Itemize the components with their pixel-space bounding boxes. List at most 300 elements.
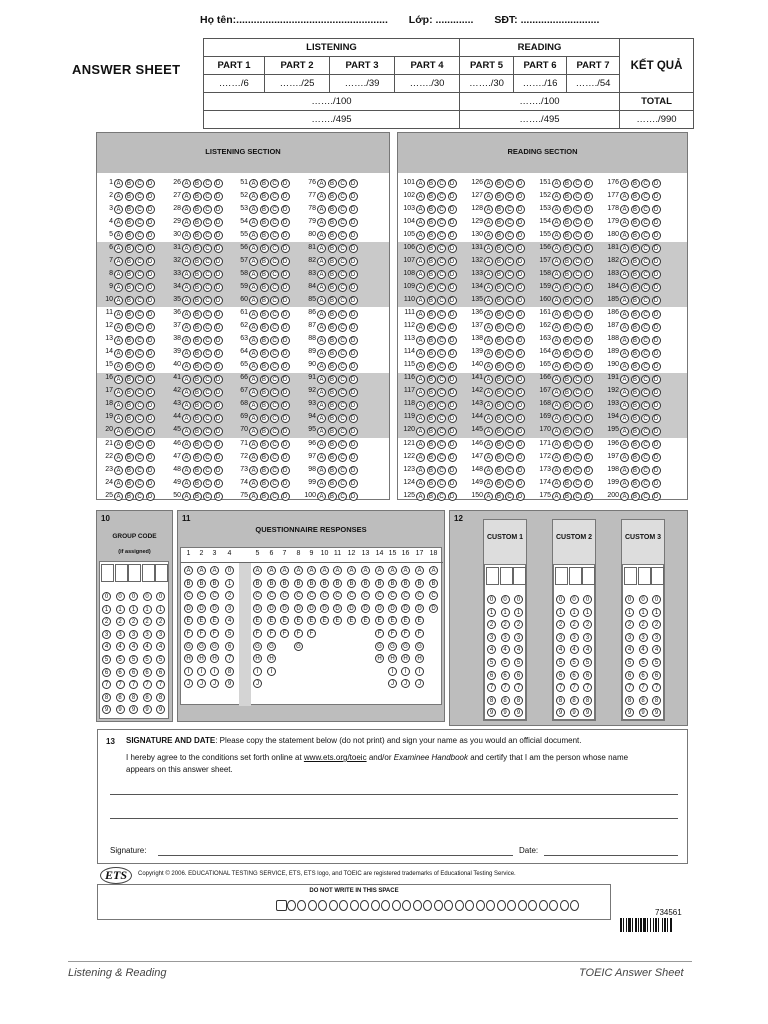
custom-bubble[interactable]: 3	[514, 633, 523, 642]
questionnaire-bubble-6[interactable]: E	[267, 616, 276, 625]
group-code-bubble[interactable]: 1	[102, 605, 111, 614]
answer-bubble-151-c[interactable]: C	[573, 179, 582, 188]
answer-bubble-35-d[interactable]: D	[214, 296, 223, 305]
answer-bubble-98-b[interactable]: B	[328, 466, 337, 475]
answer-bubble-136-d[interactable]: D	[516, 310, 525, 319]
answer-bubble-127-c[interactable]: C	[505, 192, 514, 201]
answer-bubble-117-b[interactable]: B	[427, 388, 436, 397]
group-code-bubble[interactable]: 7	[129, 680, 138, 689]
answer-bubble-133-c[interactable]: C	[505, 270, 514, 279]
answer-bubble-55-b[interactable]: B	[260, 231, 269, 240]
answer-bubble-34-d[interactable]: D	[214, 283, 223, 292]
answer-bubble-186-d[interactable]: D	[652, 310, 661, 319]
answer-bubble-48-d[interactable]: D	[214, 466, 223, 475]
answer-bubble-84-a[interactable]: A	[317, 283, 326, 292]
group-code-bubble[interactable]: 4	[116, 642, 125, 651]
questionnaire-bubble-15[interactable]: J	[388, 679, 397, 688]
answer-bubble-9-c[interactable]: C	[135, 283, 144, 292]
answer-bubble-51-d[interactable]: D	[281, 179, 290, 188]
answer-bubble-80-d[interactable]: D	[349, 231, 358, 240]
answer-bubble-62-c[interactable]: C	[270, 323, 279, 332]
answer-bubble-19-d[interactable]: D	[146, 414, 155, 423]
questionnaire-bubble-1[interactable]: J	[184, 679, 193, 688]
answer-bubble-57-c[interactable]: C	[270, 257, 279, 266]
answer-bubble-128-b[interactable]: B	[495, 205, 504, 214]
group-code-bubble[interactable]: 1	[116, 605, 125, 614]
custom-bubble[interactable]: 5	[625, 658, 634, 667]
answer-bubble-12-d[interactable]: D	[146, 323, 155, 332]
answer-bubble-26-c[interactable]: C	[203, 179, 212, 188]
answer-bubble-108-b[interactable]: B	[427, 270, 436, 279]
custom-bubble[interactable]: 7	[652, 683, 661, 692]
questionnaire-bubble-3[interactable]: G	[210, 642, 219, 651]
answer-bubble-184-a[interactable]: A	[620, 283, 629, 292]
answer-bubble-130-c[interactable]: C	[505, 231, 514, 240]
answer-bubble-161-c[interactable]: C	[573, 310, 582, 319]
custom-bubble[interactable]: 8	[639, 696, 648, 705]
answer-bubble-163-a[interactable]: A	[552, 336, 561, 345]
answer-bubble-8-b[interactable]: B	[125, 270, 134, 279]
answer-bubble-150-a[interactable]: A	[484, 492, 493, 501]
answer-bubble-115-d[interactable]: D	[448, 362, 457, 371]
answer-bubble-57-d[interactable]: D	[281, 257, 290, 266]
answer-bubble-29-d[interactable]: D	[214, 218, 223, 227]
answer-bubble-100-d[interactable]: D	[349, 492, 358, 501]
questionnaire-bubble-4[interactable]: 7	[225, 654, 234, 663]
answer-bubble-95-a[interactable]: A	[317, 427, 326, 436]
answer-bubble-100-a[interactable]: A	[317, 492, 326, 501]
answer-bubble-91-a[interactable]: A	[317, 375, 326, 384]
answer-bubble-20-b[interactable]: B	[125, 427, 134, 436]
answer-bubble-181-d[interactable]: D	[652, 244, 661, 253]
answer-bubble-161-b[interactable]: B	[563, 310, 572, 319]
questionnaire-bubble-16[interactable]: H	[401, 654, 410, 663]
class-field[interactable]: Lớp: .............	[408, 14, 474, 26]
answer-bubble-33-a[interactable]: A	[182, 270, 191, 279]
group-code-bubble[interactable]: 8	[102, 693, 111, 702]
answer-bubble-64-c[interactable]: C	[270, 349, 279, 358]
answer-bubble-43-b[interactable]: B	[193, 401, 202, 410]
answer-bubble-17-a[interactable]: A	[114, 388, 123, 397]
answer-bubble-168-c[interactable]: C	[573, 401, 582, 410]
answer-bubble-126-d[interactable]: D	[516, 179, 525, 188]
date-line[interactable]	[544, 855, 678, 856]
answer-bubble-180-d[interactable]: D	[652, 231, 661, 240]
answer-bubble-143-d[interactable]: D	[516, 401, 525, 410]
answer-bubble-137-b[interactable]: B	[495, 323, 504, 332]
answer-bubble-147-c[interactable]: C	[505, 453, 514, 462]
answer-bubble-200-a[interactable]: A	[620, 492, 629, 501]
answer-bubble-14-d[interactable]: D	[146, 349, 155, 358]
answer-bubble-60-c[interactable]: C	[270, 296, 279, 305]
custom-bubble[interactable]: 9	[556, 708, 565, 717]
questionnaire-bubble-1[interactable]: C	[184, 591, 193, 600]
answer-bubble-169-a[interactable]: A	[552, 414, 561, 423]
answer-bubble-173-a[interactable]: A	[552, 466, 561, 475]
answer-bubble-158-c[interactable]: C	[573, 270, 582, 279]
group-code-bubble[interactable]: 2	[156, 617, 165, 626]
questionnaire-bubble-6[interactable]: C	[267, 591, 276, 600]
answer-bubble-95-b[interactable]: B	[328, 427, 337, 436]
answer-bubble-3-c[interactable]: C	[135, 205, 144, 214]
answer-bubble-165-b[interactable]: B	[563, 362, 572, 371]
answer-bubble-172-d[interactable]: D	[584, 453, 593, 462]
answer-bubble-153-c[interactable]: C	[573, 205, 582, 214]
answer-bubble-171-a[interactable]: A	[552, 440, 561, 449]
answer-bubble-174-c[interactable]: C	[573, 479, 582, 488]
answer-bubble-145-b[interactable]: B	[495, 427, 504, 436]
questionnaire-bubble-1[interactable]: G	[184, 642, 193, 651]
questionnaire-bubble-6[interactable]: A	[267, 566, 276, 575]
custom-bubble[interactable]: 0	[625, 595, 634, 604]
answer-bubble-18-b[interactable]: B	[125, 401, 134, 410]
answer-bubble-148-a[interactable]: A	[484, 466, 493, 475]
answer-bubble-95-d[interactable]: D	[349, 427, 358, 436]
questionnaire-bubble-10[interactable]: C	[320, 591, 329, 600]
questionnaire-bubble-1[interactable]: I	[184, 667, 193, 676]
answer-bubble-1-d[interactable]: D	[146, 179, 155, 188]
answer-bubble-127-b[interactable]: B	[495, 192, 504, 201]
questionnaire-bubble-15[interactable]: B	[388, 579, 397, 588]
answer-bubble-4-a[interactable]: A	[114, 218, 123, 227]
questionnaire-bubble-2[interactable]: G	[197, 642, 206, 651]
answer-bubble-77-b[interactable]: B	[328, 192, 337, 201]
answer-bubble-53-d[interactable]: D	[281, 205, 290, 214]
answer-bubble-174-b[interactable]: B	[563, 479, 572, 488]
answer-bubble-163-b[interactable]: B	[563, 336, 572, 345]
answer-bubble-51-b[interactable]: B	[260, 179, 269, 188]
answer-bubble-49-d[interactable]: D	[214, 479, 223, 488]
answer-bubble-198-a[interactable]: A	[620, 466, 629, 475]
total-scaled[interactable]: ……./990	[620, 111, 694, 129]
answer-bubble-171-b[interactable]: B	[563, 440, 572, 449]
custom-bubble[interactable]: 3	[652, 633, 661, 642]
custom-bubble[interactable]: 3	[583, 633, 592, 642]
custom-write-box[interactable]	[638, 567, 651, 585]
answer-bubble-59-a[interactable]: A	[249, 283, 258, 292]
answer-bubble-30-c[interactable]: C	[203, 231, 212, 240]
answer-bubble-33-d[interactable]: D	[214, 270, 223, 279]
answer-bubble-107-a[interactable]: A	[416, 257, 425, 266]
answer-bubble-110-b[interactable]: B	[427, 296, 436, 305]
part-score-3[interactable]: ……./39	[330, 75, 395, 93]
answer-bubble-97-b[interactable]: B	[328, 453, 337, 462]
answer-bubble-179-b[interactable]: B	[631, 218, 640, 227]
answer-bubble-7-c[interactable]: C	[135, 257, 144, 266]
answer-bubble-188-c[interactable]: C	[641, 336, 650, 345]
answer-bubble-127-a[interactable]: A	[484, 192, 493, 201]
custom-bubble[interactable]: 6	[514, 671, 523, 680]
questionnaire-bubble-3[interactable]: J	[210, 679, 219, 688]
answer-bubble-4-d[interactable]: D	[146, 218, 155, 227]
answer-bubble-194-a[interactable]: A	[620, 414, 629, 423]
custom-bubble[interactable]: 4	[501, 645, 510, 654]
group-code-bubble[interactable]: 9	[143, 705, 152, 714]
answer-bubble-79-b[interactable]: B	[328, 218, 337, 227]
questionnaire-bubble-16[interactable]: B	[401, 579, 410, 588]
answer-bubble-22-c[interactable]: C	[135, 453, 144, 462]
answer-bubble-129-d[interactable]: D	[516, 218, 525, 227]
answer-bubble-101-d[interactable]: D	[448, 179, 457, 188]
answer-bubble-140-c[interactable]: C	[505, 362, 514, 371]
answer-bubble-4-c[interactable]: C	[135, 218, 144, 227]
answer-bubble-18-c[interactable]: C	[135, 401, 144, 410]
answer-bubble-195-b[interactable]: B	[631, 427, 640, 436]
answer-bubble-104-d[interactable]: D	[448, 218, 457, 227]
answer-bubble-82-d[interactable]: D	[349, 257, 358, 266]
answer-bubble-134-c[interactable]: C	[505, 283, 514, 292]
custom-bubble[interactable]: 6	[501, 671, 510, 680]
answer-bubble-153-a[interactable]: A	[552, 205, 561, 214]
answer-bubble-134-a[interactable]: A	[484, 283, 493, 292]
answer-bubble-25-a[interactable]: A	[114, 492, 123, 501]
answer-bubble-190-d[interactable]: D	[652, 362, 661, 371]
answer-bubble-78-a[interactable]: A	[317, 205, 326, 214]
group-code-bubble[interactable]: 0	[143, 592, 152, 601]
answer-bubble-34-c[interactable]: C	[203, 283, 212, 292]
answer-bubble-53-c[interactable]: C	[270, 205, 279, 214]
answer-bubble-62-a[interactable]: A	[249, 323, 258, 332]
questionnaire-bubble-2[interactable]: C	[197, 591, 206, 600]
answer-bubble-56-b[interactable]: B	[260, 244, 269, 253]
answer-bubble-134-b[interactable]: B	[495, 283, 504, 292]
answer-bubble-82-c[interactable]: C	[338, 257, 347, 266]
group-code-bubble[interactable]: 2	[116, 617, 125, 626]
answer-bubble-173-c[interactable]: C	[573, 466, 582, 475]
answer-bubble-173-b[interactable]: B	[563, 466, 572, 475]
custom-bubble[interactable]: 4	[639, 645, 648, 654]
questionnaire-bubble-8[interactable]: D	[294, 604, 303, 613]
answer-bubble-197-c[interactable]: C	[641, 453, 650, 462]
answer-bubble-160-c[interactable]: C	[573, 296, 582, 305]
questionnaire-bubble-10[interactable]: E	[320, 616, 329, 625]
answer-bubble-198-d[interactable]: D	[652, 466, 661, 475]
answer-bubble-56-d[interactable]: D	[281, 244, 290, 253]
answer-bubble-156-c[interactable]: C	[573, 244, 582, 253]
answer-bubble-60-b[interactable]: B	[260, 296, 269, 305]
answer-bubble-157-a[interactable]: A	[552, 257, 561, 266]
answer-bubble-162-a[interactable]: A	[552, 323, 561, 332]
answer-bubble-54-d[interactable]: D	[281, 218, 290, 227]
answer-bubble-25-c[interactable]: C	[135, 492, 144, 501]
answer-bubble-24-b[interactable]: B	[125, 479, 134, 488]
answer-bubble-142-d[interactable]: D	[516, 388, 525, 397]
questionnaire-bubble-2[interactable]: F	[197, 629, 206, 638]
questionnaire-bubble-12[interactable]: C	[347, 591, 356, 600]
answer-bubble-120-c[interactable]: C	[437, 427, 446, 436]
answer-bubble-87-a[interactable]: A	[317, 323, 326, 332]
answer-bubble-86-b[interactable]: B	[328, 310, 337, 319]
questionnaire-bubble-5[interactable]: A	[253, 566, 262, 575]
questionnaire-bubble-9[interactable]: E	[307, 616, 316, 625]
answer-bubble-176-b[interactable]: B	[631, 179, 640, 188]
answer-bubble-162-d[interactable]: D	[584, 323, 593, 332]
answer-bubble-124-d[interactable]: D	[448, 479, 457, 488]
answer-bubble-82-a[interactable]: A	[317, 257, 326, 266]
answer-bubble-136-a[interactable]: A	[484, 310, 493, 319]
answer-bubble-1-c[interactable]: C	[135, 179, 144, 188]
questionnaire-bubble-15[interactable]: D	[388, 604, 397, 613]
answer-bubble-152-a[interactable]: A	[552, 192, 561, 201]
answer-bubble-172-c[interactable]: C	[573, 453, 582, 462]
answer-bubble-142-c[interactable]: C	[505, 388, 514, 397]
answer-bubble-118-a[interactable]: A	[416, 401, 425, 410]
answer-bubble-104-a[interactable]: A	[416, 218, 425, 227]
answer-bubble-27-c[interactable]: C	[203, 192, 212, 201]
answer-bubble-166-c[interactable]: C	[573, 375, 582, 384]
custom-bubble[interactable]: 5	[639, 658, 648, 667]
answer-bubble-171-d[interactable]: D	[584, 440, 593, 449]
questionnaire-bubble-13[interactable]: B	[361, 579, 370, 588]
answer-bubble-191-a[interactable]: A	[620, 375, 629, 384]
answer-bubble-78-d[interactable]: D	[349, 205, 358, 214]
answer-bubble-13-a[interactable]: A	[114, 336, 123, 345]
questionnaire-bubble-15[interactable]: A	[388, 566, 397, 575]
answer-bubble-77-a[interactable]: A	[317, 192, 326, 201]
answer-bubble-186-b[interactable]: B	[631, 310, 640, 319]
custom-bubble[interactable]: 9	[652, 708, 661, 717]
custom-bubble[interactable]: 4	[570, 645, 579, 654]
questionnaire-bubble-11[interactable]: D	[333, 604, 342, 613]
group-code-bubble[interactable]: 5	[143, 655, 152, 664]
questionnaire-bubble-5[interactable]: B	[253, 579, 262, 588]
answer-bubble-87-b[interactable]: B	[328, 323, 337, 332]
answer-bubble-188-b[interactable]: B	[631, 336, 640, 345]
answer-bubble-140-a[interactable]: A	[484, 362, 493, 371]
answer-bubble-193-d[interactable]: D	[652, 401, 661, 410]
answer-bubble-199-b[interactable]: B	[631, 479, 640, 488]
custom-write-box[interactable]	[486, 567, 499, 585]
questionnaire-bubble-9[interactable]: C	[307, 591, 316, 600]
custom-bubble[interactable]: 7	[583, 683, 592, 692]
answer-bubble-81-b[interactable]: B	[328, 244, 337, 253]
answer-bubble-35-c[interactable]: C	[203, 296, 212, 305]
answer-bubble-196-c[interactable]: C	[641, 440, 650, 449]
custom-bubble[interactable]: 9	[570, 708, 579, 717]
questionnaire-bubble-6[interactable]: B	[267, 579, 276, 588]
answer-bubble-15-c[interactable]: C	[135, 362, 144, 371]
answer-bubble-167-b[interactable]: B	[563, 388, 572, 397]
custom-bubble[interactable]: 7	[487, 683, 496, 692]
answer-bubble-11-d[interactable]: D	[146, 310, 155, 319]
answer-bubble-149-b[interactable]: B	[495, 479, 504, 488]
questionnaire-bubble-2[interactable]: J	[197, 679, 206, 688]
answer-bubble-192-d[interactable]: D	[652, 388, 661, 397]
answer-bubble-69-b[interactable]: B	[260, 414, 269, 423]
custom-bubble[interactable]: 1	[514, 608, 523, 617]
custom-bubble[interactable]: 1	[639, 608, 648, 617]
group-code-bubble[interactable]: 7	[102, 680, 111, 689]
answer-bubble-141-c[interactable]: C	[505, 375, 514, 384]
answer-bubble-42-b[interactable]: B	[193, 388, 202, 397]
group-code-bubble[interactable]: 0	[116, 592, 125, 601]
custom-bubble[interactable]: 5	[583, 658, 592, 667]
answer-bubble-62-b[interactable]: B	[260, 323, 269, 332]
answer-bubble-70-a[interactable]: A	[249, 427, 258, 436]
answer-bubble-72-d[interactable]: D	[281, 453, 290, 462]
questionnaire-bubble-1[interactable]: B	[184, 579, 193, 588]
answer-bubble-23-c[interactable]: C	[135, 466, 144, 475]
answer-bubble-139-b[interactable]: B	[495, 349, 504, 358]
group-code-bubble[interactable]: 8	[129, 693, 138, 702]
answer-bubble-28-b[interactable]: B	[193, 205, 202, 214]
questionnaire-bubble-5[interactable]: E	[253, 616, 262, 625]
group-code-bubble[interactable]: 3	[129, 630, 138, 639]
answer-bubble-82-b[interactable]: B	[328, 257, 337, 266]
name-field[interactable]: Họ tên:....................................................	[200, 14, 388, 26]
answer-bubble-45-a[interactable]: A	[182, 427, 191, 436]
answer-bubble-65-c[interactable]: C	[270, 362, 279, 371]
answer-bubble-124-b[interactable]: B	[427, 479, 436, 488]
custom-bubble[interactable]: 9	[487, 708, 496, 717]
answer-bubble-42-c[interactable]: C	[203, 388, 212, 397]
answer-bubble-31-a[interactable]: A	[182, 244, 191, 253]
answer-bubble-146-a[interactable]: A	[484, 440, 493, 449]
answer-bubble-54-a[interactable]: A	[249, 218, 258, 227]
answer-bubble-36-d[interactable]: D	[214, 310, 223, 319]
answer-bubble-66-d[interactable]: D	[281, 375, 290, 384]
answer-bubble-188-d[interactable]: D	[652, 336, 661, 345]
answer-bubble-104-c[interactable]: C	[437, 218, 446, 227]
answer-bubble-91-b[interactable]: B	[328, 375, 337, 384]
questionnaire-bubble-16[interactable]: F	[401, 629, 410, 638]
questionnaire-bubble-10[interactable]: A	[320, 566, 329, 575]
questionnaire-bubble-5[interactable]: H	[253, 654, 262, 663]
questionnaire-bubble-15[interactable]: G	[388, 642, 397, 651]
questionnaire-bubble-6[interactable]: H	[267, 654, 276, 663]
answer-bubble-153-b[interactable]: B	[563, 205, 572, 214]
answer-bubble-27-d[interactable]: D	[214, 192, 223, 201]
answer-bubble-48-b[interactable]: B	[193, 466, 202, 475]
part-score-5[interactable]: ……./30	[460, 75, 514, 93]
ets-link[interactable]: www.ets.org/toeic	[303, 753, 367, 762]
answer-bubble-109-d[interactable]: D	[448, 283, 457, 292]
answer-bubble-66-c[interactable]: C	[270, 375, 279, 384]
custom-bubble[interactable]: 2	[652, 620, 661, 629]
questionnaire-bubble-10[interactable]: B	[320, 579, 329, 588]
questionnaire-bubble-8[interactable]: C	[294, 591, 303, 600]
questionnaire-bubble-18[interactable]: B	[429, 579, 438, 588]
answer-bubble-143-a[interactable]: A	[484, 401, 493, 410]
answer-bubble-159-b[interactable]: B	[563, 283, 572, 292]
answer-bubble-52-d[interactable]: D	[281, 192, 290, 201]
answer-bubble-195-c[interactable]: C	[641, 427, 650, 436]
answer-bubble-25-d[interactable]: D	[146, 492, 155, 501]
answer-bubble-16-a[interactable]: A	[114, 375, 123, 384]
answer-bubble-110-c[interactable]: C	[437, 296, 446, 305]
answer-bubble-100-c[interactable]: C	[338, 492, 347, 501]
group-code-bubble[interactable]: 6	[102, 668, 111, 677]
answer-bubble-72-a[interactable]: A	[249, 453, 258, 462]
group-code-bubble[interactable]: 4	[143, 642, 152, 651]
answer-bubble-58-a[interactable]: A	[249, 270, 258, 279]
answer-bubble-42-d[interactable]: D	[214, 388, 223, 397]
answer-bubble-93-d[interactable]: D	[349, 401, 358, 410]
answer-bubble-130-d[interactable]: D	[516, 231, 525, 240]
answer-bubble-95-c[interactable]: C	[338, 427, 347, 436]
answer-bubble-182-d[interactable]: D	[652, 257, 661, 266]
answer-bubble-195-a[interactable]: A	[620, 427, 629, 436]
answer-bubble-18-d[interactable]: D	[146, 401, 155, 410]
answer-bubble-2-b[interactable]: B	[125, 192, 134, 201]
answer-bubble-159-a[interactable]: A	[552, 283, 561, 292]
answer-bubble-46-b[interactable]: B	[193, 440, 202, 449]
answer-bubble-188-a[interactable]: A	[620, 336, 629, 345]
answer-bubble-171-c[interactable]: C	[573, 440, 582, 449]
answer-bubble-112-b[interactable]: B	[427, 323, 436, 332]
answer-bubble-166-b[interactable]: B	[563, 375, 572, 384]
answer-bubble-154-c[interactable]: C	[573, 218, 582, 227]
